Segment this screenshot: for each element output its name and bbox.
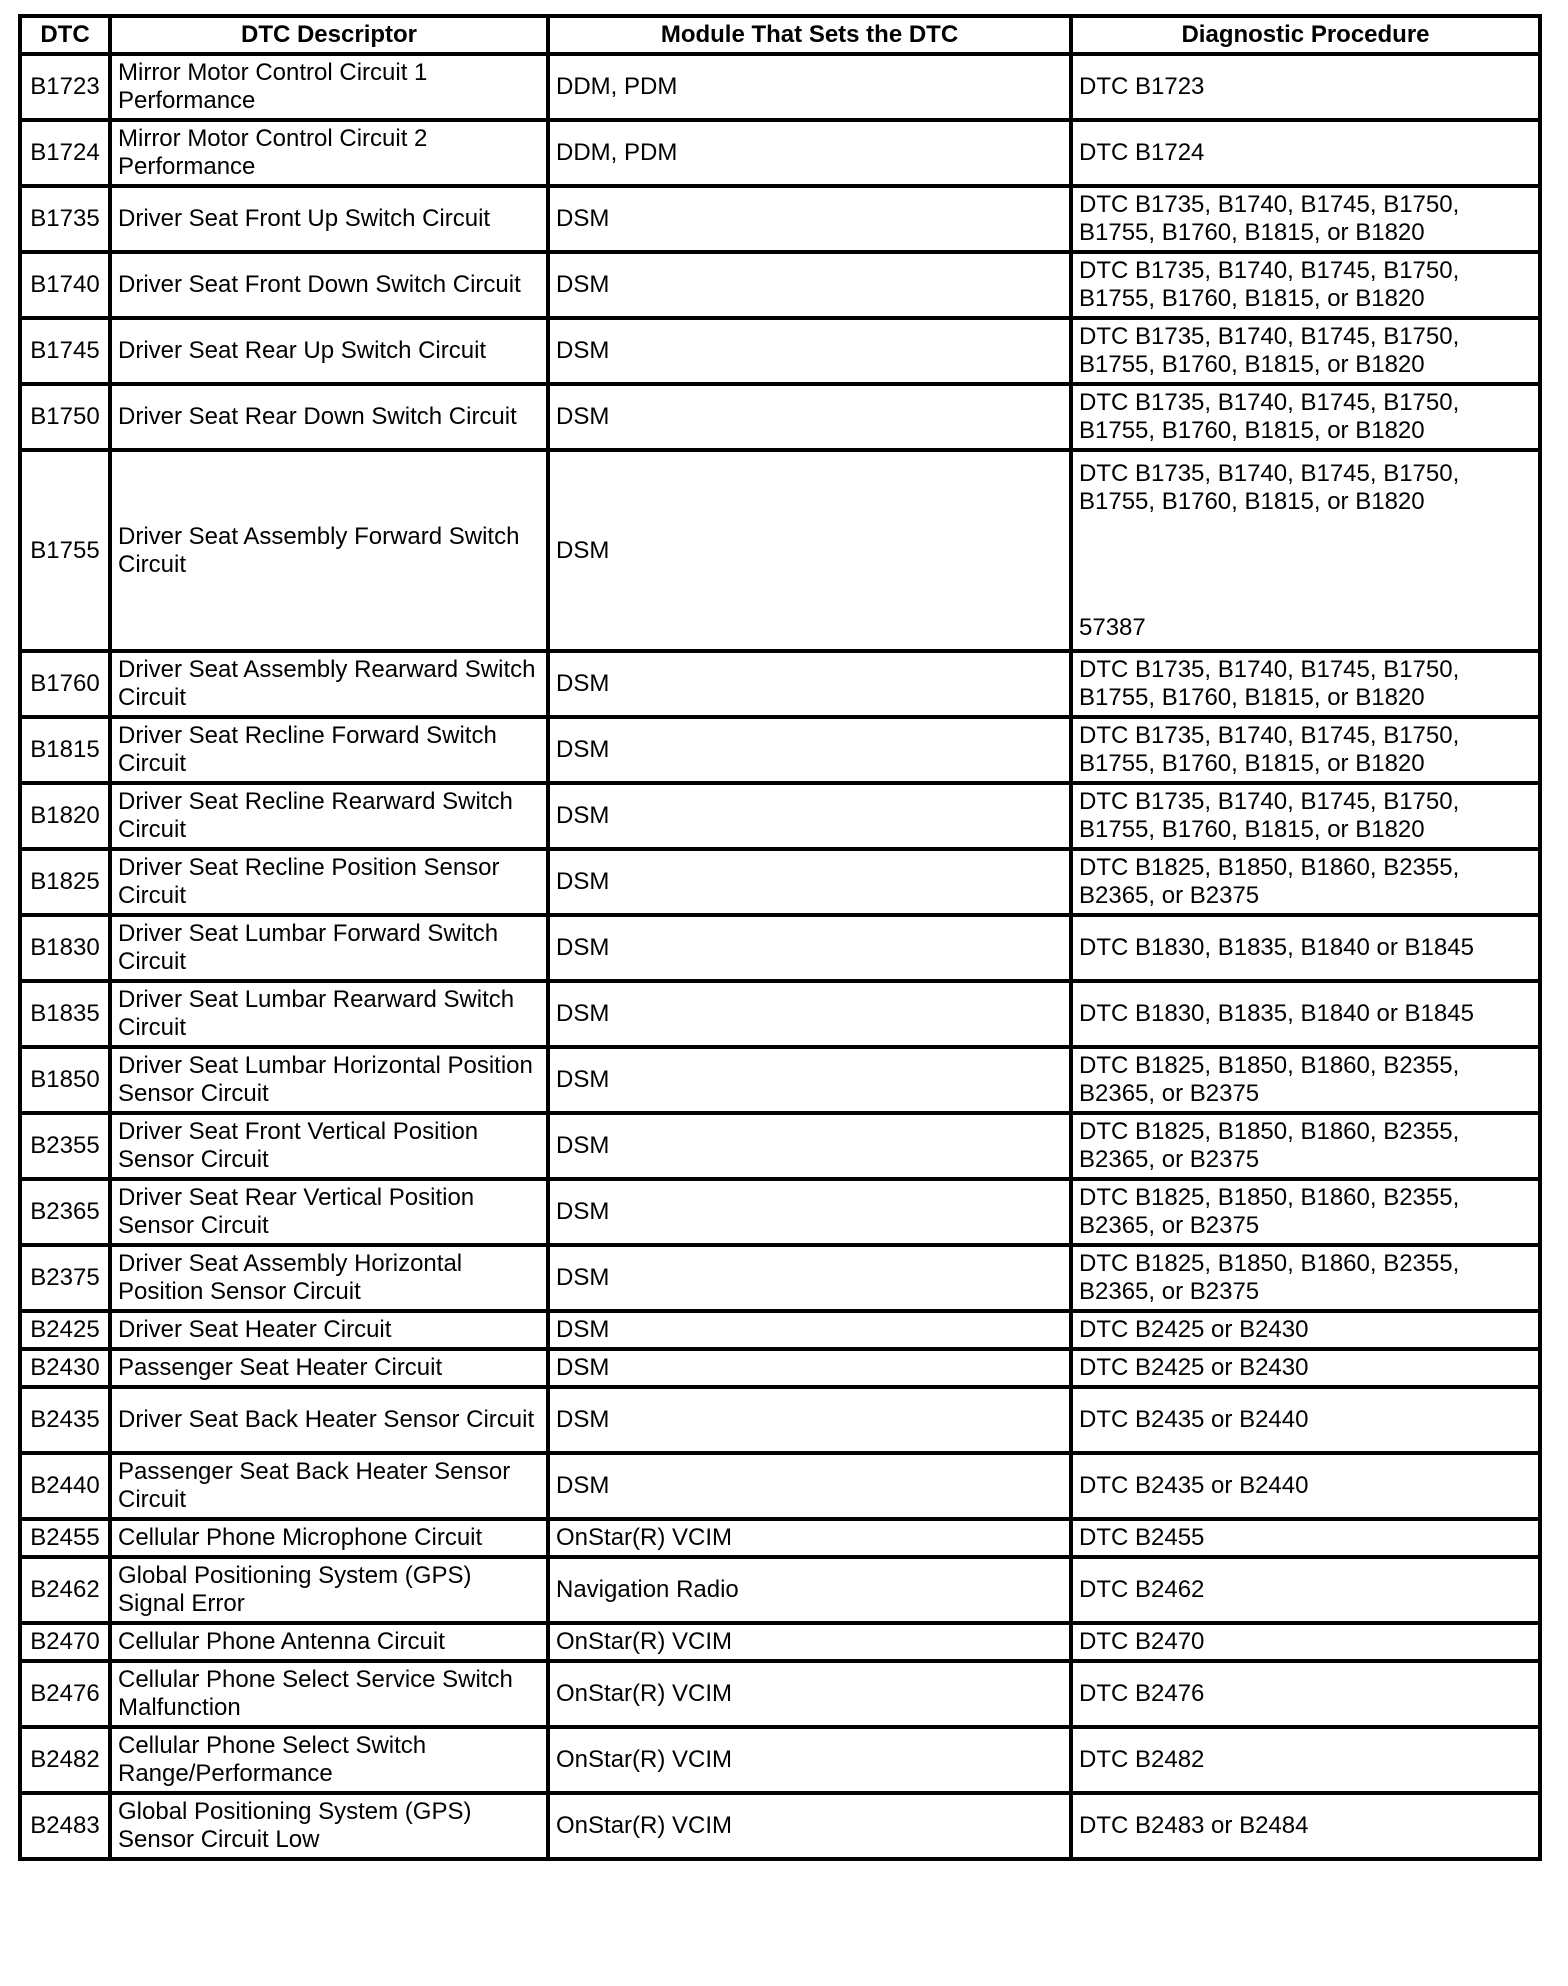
dtc-procedure-cell bbox=[1071, 450, 1540, 651]
dtc-descriptor: Driver Seat Rear Up Switch Circuit bbox=[110, 318, 548, 384]
figure-number: 57387 bbox=[1079, 613, 1146, 641]
dtc-procedure: DTC B2425 or B2430 bbox=[1071, 1311, 1540, 1349]
dtc-procedure: DTC B2476 bbox=[1071, 1661, 1540, 1727]
table-row bbox=[20, 1623, 1540, 1661]
dtc-descriptor: Global Positioning System (GPS) Sensor Circuit Low bbox=[110, 1793, 548, 1859]
table-row bbox=[20, 252, 1540, 318]
dtc-code: B2483 bbox=[20, 1793, 110, 1859]
header-descriptor: DTC Descriptor bbox=[110, 16, 548, 54]
dtc-descriptor: Driver Seat Front Vertical Position Sensor Circuit bbox=[110, 1113, 548, 1179]
dtc-procedure: DTC B1735, B1740, B1745, B1750, B1755, B1760, B1815, or B1820 bbox=[1079, 459, 1460, 515]
table-body bbox=[20, 54, 1540, 1859]
dtc-module: DSM bbox=[548, 384, 1071, 450]
dtc-code: B2476 bbox=[20, 1661, 110, 1727]
dtc-module: DSM bbox=[548, 915, 1071, 981]
dtc-code: B1820 bbox=[20, 783, 110, 849]
dtc-descriptor: Global Positioning System (GPS) Signal Error bbox=[110, 1557, 548, 1623]
header-procedure: Diagnostic Procedure bbox=[1071, 16, 1540, 54]
table-row bbox=[20, 783, 1540, 849]
dtc-module: DSM bbox=[548, 186, 1071, 252]
dtc-descriptor: Cellular Phone Select Switch Range/Performance bbox=[110, 1727, 548, 1793]
table-row bbox=[20, 1311, 1540, 1349]
dtc-descriptor: Driver Seat Recline Rearward Switch Circuit bbox=[110, 783, 548, 849]
table-row bbox=[20, 1557, 1540, 1623]
dtc-code: B1830 bbox=[20, 915, 110, 981]
dtc-module: OnStar(R) VCIM bbox=[548, 1519, 1071, 1557]
dtc-code: B1735 bbox=[20, 186, 110, 252]
dtc-descriptor: Driver Seat Recline Forward Switch Circuit bbox=[110, 717, 548, 783]
dtc-descriptor: Driver Seat Recline Position Sensor Circuit bbox=[110, 849, 548, 915]
table-row bbox=[20, 1793, 1540, 1859]
dtc-module: DSM bbox=[548, 1349, 1071, 1387]
dtc-procedure: DTC B1724 bbox=[1071, 120, 1540, 186]
table-row bbox=[20, 384, 1540, 450]
dtc-descriptor: Driver Seat Front Up Switch Circuit bbox=[110, 186, 548, 252]
table-row bbox=[20, 1453, 1540, 1519]
dtc-procedure: DTC B2462 bbox=[1071, 1557, 1540, 1623]
dtc-procedure: DTC B1830, B1835, B1840 or B1845 bbox=[1071, 915, 1540, 981]
dtc-descriptor: Cellular Phone Select Service Switch Malfunction bbox=[110, 1661, 548, 1727]
dtc-code: B1850 bbox=[20, 1047, 110, 1113]
dtc-procedure: DTC B2425 or B2430 bbox=[1071, 1349, 1540, 1387]
dtc-descriptor: Driver Seat Assembly Horizontal Position Sensor Circuit bbox=[110, 1245, 548, 1311]
table-row bbox=[20, 120, 1540, 186]
dtc-procedure: DTC B2435 or B2440 bbox=[1071, 1453, 1540, 1519]
dtc-descriptor: Driver Seat Lumbar Rearward Switch Circuit bbox=[110, 981, 548, 1047]
dtc-code: B2435 bbox=[20, 1387, 110, 1453]
dtc-code: B2355 bbox=[20, 1113, 110, 1179]
dtc-code: B1724 bbox=[20, 120, 110, 186]
dtc-module: OnStar(R) VCIM bbox=[548, 1727, 1071, 1793]
dtc-procedure: DTC B1735, B1740, B1745, B1750, B1755, B1760, B1815, or B1820 bbox=[1071, 186, 1540, 252]
dtc-procedure: DTC B2455 bbox=[1071, 1519, 1540, 1557]
dtc-code: B2430 bbox=[20, 1349, 110, 1387]
table-row bbox=[20, 450, 1540, 651]
dtc-procedure: DTC B1735, B1740, B1745, B1750, B1755, B1760, B1815, or B1820 bbox=[1071, 651, 1540, 717]
dtc-module: DDM, PDM bbox=[548, 120, 1071, 186]
table-row bbox=[20, 1519, 1540, 1557]
dtc-procedure: DTC B2483 or B2484 bbox=[1071, 1793, 1540, 1859]
dtc-module: DSM bbox=[548, 1311, 1071, 1349]
dtc-descriptor: Driver Seat Assembly Forward Switch Circuit bbox=[110, 450, 548, 651]
dtc-module: DSM bbox=[548, 849, 1071, 915]
dtc-module: DSM bbox=[548, 1387, 1071, 1453]
dtc-procedure: DTC B1735, B1740, B1745, B1750, B1755, B1760, B1815, or B1820 bbox=[1071, 384, 1540, 450]
dtc-descriptor: Cellular Phone Antenna Circuit bbox=[110, 1623, 548, 1661]
dtc-code: B2365 bbox=[20, 1179, 110, 1245]
dtc-procedure: DTC B1825, B1850, B1860, B2355, B2365, or B2375 bbox=[1071, 1113, 1540, 1179]
header-row bbox=[20, 16, 1540, 54]
dtc-code: B1740 bbox=[20, 252, 110, 318]
dtc-module: DSM bbox=[548, 1453, 1071, 1519]
dtc-code: B1835 bbox=[20, 981, 110, 1047]
table-row bbox=[20, 1661, 1540, 1727]
dtc-procedure: DTC B1735, B1740, B1745, B1750, B1755, B1760, B1815, or B1820 bbox=[1071, 318, 1540, 384]
dtc-module: DDM, PDM bbox=[548, 54, 1071, 120]
dtc-module: DSM bbox=[548, 783, 1071, 849]
header-module: Module That Sets the DTC bbox=[548, 16, 1071, 54]
table-row bbox=[20, 1179, 1540, 1245]
dtc-module: DSM bbox=[548, 1245, 1071, 1311]
dtc-code: B1745 bbox=[20, 318, 110, 384]
dtc-code: B2470 bbox=[20, 1623, 110, 1661]
dtc-procedure: DTC B1825, B1850, B1860, B2355, B2365, or B2375 bbox=[1071, 1179, 1540, 1245]
dtc-code: B1723 bbox=[20, 54, 110, 120]
dtc-module: DSM bbox=[548, 717, 1071, 783]
dtc-code: B1825 bbox=[20, 849, 110, 915]
dtc-code: B2455 bbox=[20, 1519, 110, 1557]
header-dtc: DTC bbox=[20, 16, 110, 54]
dtc-code: B2462 bbox=[20, 1557, 110, 1623]
dtc-descriptor: Cellular Phone Microphone Circuit bbox=[110, 1519, 548, 1557]
table-row bbox=[20, 1113, 1540, 1179]
dtc-procedure: DTC B1735, B1740, B1745, B1750, B1755, B1760, B1815, or B1820 bbox=[1071, 252, 1540, 318]
dtc-descriptor: Driver Seat Rear Vertical Position Sensor Circuit bbox=[110, 1179, 548, 1245]
dtc-procedure: DTC B1830, B1835, B1840 or B1845 bbox=[1071, 981, 1540, 1047]
dtc-code: B2440 bbox=[20, 1453, 110, 1519]
dtc-module: Navigation Radio bbox=[548, 1557, 1071, 1623]
dtc-module: DSM bbox=[548, 318, 1071, 384]
dtc-descriptor: Passenger Seat Heater Circuit bbox=[110, 1349, 548, 1387]
table-row bbox=[20, 1047, 1540, 1113]
table-row bbox=[20, 915, 1540, 981]
dtc-module: DSM bbox=[548, 252, 1071, 318]
dtc-descriptor: Driver Seat Heater Circuit bbox=[110, 1311, 548, 1349]
dtc-table bbox=[18, 14, 1542, 1861]
dtc-code: B1815 bbox=[20, 717, 110, 783]
table-row bbox=[20, 318, 1540, 384]
dtc-procedure: DTC B1825, B1850, B1860, B2355, B2365, or B2375 bbox=[1071, 1047, 1540, 1113]
dtc-procedure: DTC B1825, B1850, B1860, B2355, B2365, or B2375 bbox=[1071, 849, 1540, 915]
dtc-descriptor: Driver Seat Lumbar Forward Switch Circuit bbox=[110, 915, 548, 981]
dtc-module: DSM bbox=[548, 981, 1071, 1047]
dtc-procedure: DTC B1723 bbox=[1071, 54, 1540, 120]
table-row bbox=[20, 651, 1540, 717]
dtc-code: B1760 bbox=[20, 651, 110, 717]
dtc-descriptor: Driver Seat Rear Down Switch Circuit bbox=[110, 384, 548, 450]
dtc-code: B1750 bbox=[20, 384, 110, 450]
dtc-descriptor: Driver Seat Lumbar Horizontal Position Sensor Circuit bbox=[110, 1047, 548, 1113]
dtc-procedure: DTC B2470 bbox=[1071, 1623, 1540, 1661]
table-row bbox=[20, 1245, 1540, 1311]
dtc-procedure: DTC B1735, B1740, B1745, B1750, B1755, B1760, B1815, or B1820 bbox=[1071, 717, 1540, 783]
table-row bbox=[20, 1727, 1540, 1793]
dtc-procedure: DTC B2482 bbox=[1071, 1727, 1540, 1793]
dtc-module: DSM bbox=[548, 450, 1071, 651]
table-row bbox=[20, 1387, 1540, 1453]
table-row bbox=[20, 1349, 1540, 1387]
dtc-module: OnStar(R) VCIM bbox=[548, 1623, 1071, 1661]
dtc-descriptor: Passenger Seat Back Heater Sensor Circuit bbox=[110, 1453, 548, 1519]
dtc-code: B1755 bbox=[20, 450, 110, 651]
dtc-descriptor: Driver Seat Front Down Switch Circuit bbox=[110, 252, 548, 318]
table-row bbox=[20, 54, 1540, 120]
dtc-module: OnStar(R) VCIM bbox=[548, 1793, 1071, 1859]
dtc-module: OnStar(R) VCIM bbox=[548, 1661, 1071, 1727]
dtc-code: B2375 bbox=[20, 1245, 110, 1311]
dtc-procedure: DTC B2435 or B2440 bbox=[1071, 1387, 1540, 1453]
dtc-module: DSM bbox=[548, 1047, 1071, 1113]
dtc-procedure: DTC B1825, B1850, B1860, B2355, B2365, or B2375 bbox=[1071, 1245, 1540, 1311]
table-row bbox=[20, 849, 1540, 915]
table-row bbox=[20, 717, 1540, 783]
dtc-procedure: DTC B1735, B1740, B1745, B1750, B1755, B1760, B1815, or B1820 bbox=[1071, 783, 1540, 849]
dtc-module: DSM bbox=[548, 1113, 1071, 1179]
dtc-module: DSM bbox=[548, 1179, 1071, 1245]
dtc-descriptor: Mirror Motor Control Circuit 2 Performance bbox=[110, 120, 548, 186]
dtc-module: DSM bbox=[548, 651, 1071, 717]
dtc-descriptor: Mirror Motor Control Circuit 1 Performance bbox=[110, 54, 548, 120]
dtc-descriptor: Driver Seat Assembly Rearward Switch Circuit bbox=[110, 651, 548, 717]
table-row bbox=[20, 186, 1540, 252]
dtc-code: B2425 bbox=[20, 1311, 110, 1349]
dtc-descriptor: Driver Seat Back Heater Sensor Circuit bbox=[110, 1387, 548, 1453]
table-row bbox=[20, 981, 1540, 1047]
dtc-code: B2482 bbox=[20, 1727, 110, 1793]
